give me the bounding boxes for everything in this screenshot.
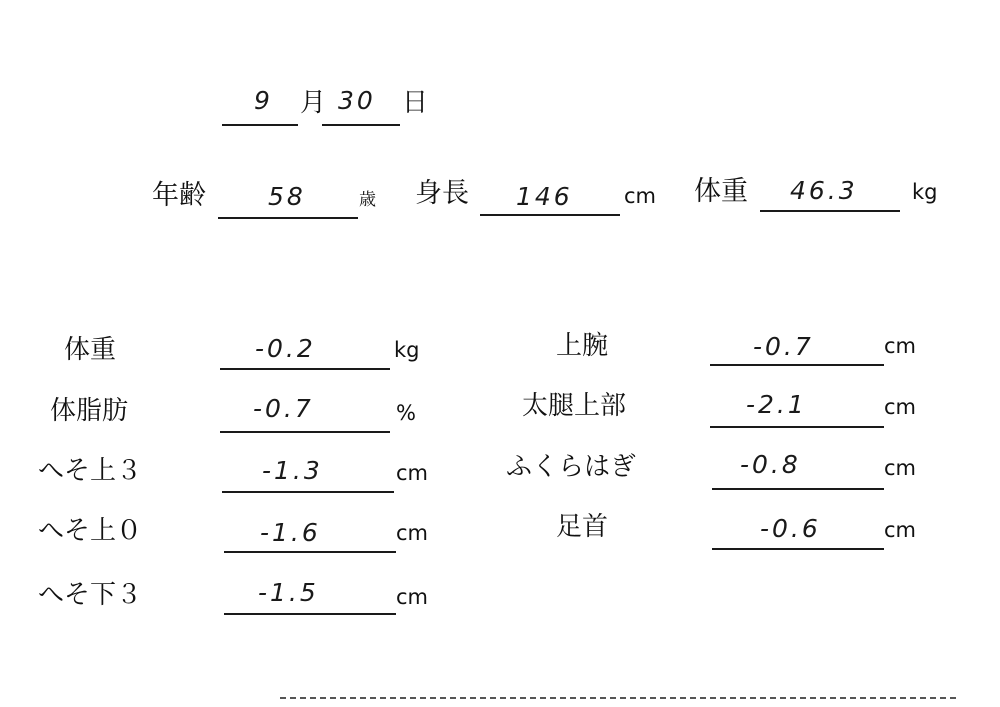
measure-unit: %: [396, 401, 416, 425]
measure-label: ふくらはぎ: [506, 452, 637, 482]
measure-unit: cm: [884, 518, 917, 542]
measure-value: -1.3: [262, 456, 323, 485]
measure-unit: cm: [396, 521, 429, 545]
measure-value: -0.7: [253, 394, 314, 423]
height-value: 146: [516, 182, 573, 211]
measure-underline: [712, 548, 884, 550]
measure-value: -0.8: [740, 450, 801, 479]
measure-label: 上腕: [556, 331, 609, 361]
measure-underline: [220, 431, 390, 433]
month-label: 月: [300, 88, 327, 118]
height-label: 身長: [415, 178, 469, 209]
measure-value: -0.7: [753, 332, 814, 361]
measure-value: -1.6: [260, 518, 321, 547]
day-underline: [322, 124, 400, 126]
measure-unit: kg: [394, 338, 420, 362]
measure-label: 太腿上部: [522, 391, 627, 421]
weight-value: 46.3: [790, 176, 858, 205]
weight-unit: kg: [912, 180, 938, 204]
measure-underline: [224, 613, 396, 615]
measure-unit: cm: [396, 461, 429, 485]
day-label: 日: [402, 88, 429, 118]
measure-value: -0.2: [255, 334, 316, 363]
measure-unit: cm: [884, 456, 917, 480]
weight-label: 体重: [694, 176, 748, 207]
measure-underline: [224, 551, 396, 553]
measure-value: -2.1: [746, 390, 807, 419]
month-underline: [222, 124, 298, 126]
measure-value: -0.6: [760, 514, 821, 543]
month-value: 9: [254, 86, 273, 115]
measure-underline: [712, 488, 884, 490]
measure-value: -1.5: [258, 578, 319, 607]
measure-label: 体脂肪: [50, 396, 129, 426]
age-unit: 歳: [359, 190, 376, 210]
measure-unit: cm: [884, 334, 917, 358]
height-underline: [480, 214, 620, 216]
age-label: 年齢: [152, 180, 206, 211]
measure-underline: [222, 491, 394, 493]
measure-label: 体重: [64, 335, 117, 365]
measure-underline: [710, 426, 884, 428]
day-value: 30: [338, 86, 376, 115]
height-unit: cm: [624, 184, 657, 208]
measure-label: 足首: [556, 512, 609, 542]
weight-underline: [760, 210, 900, 212]
measure-unit: cm: [884, 395, 917, 419]
measure-underline: [710, 364, 884, 366]
measure-unit: cm: [396, 585, 429, 609]
measure-underline: [220, 368, 390, 370]
measure-label: へそ上０: [38, 516, 143, 546]
measure-label: へそ上３: [38, 456, 143, 486]
measure-label: へそ下３: [38, 580, 143, 610]
age-value: 58: [268, 182, 306, 211]
cut-line: [280, 697, 956, 699]
age-underline: [218, 217, 358, 219]
